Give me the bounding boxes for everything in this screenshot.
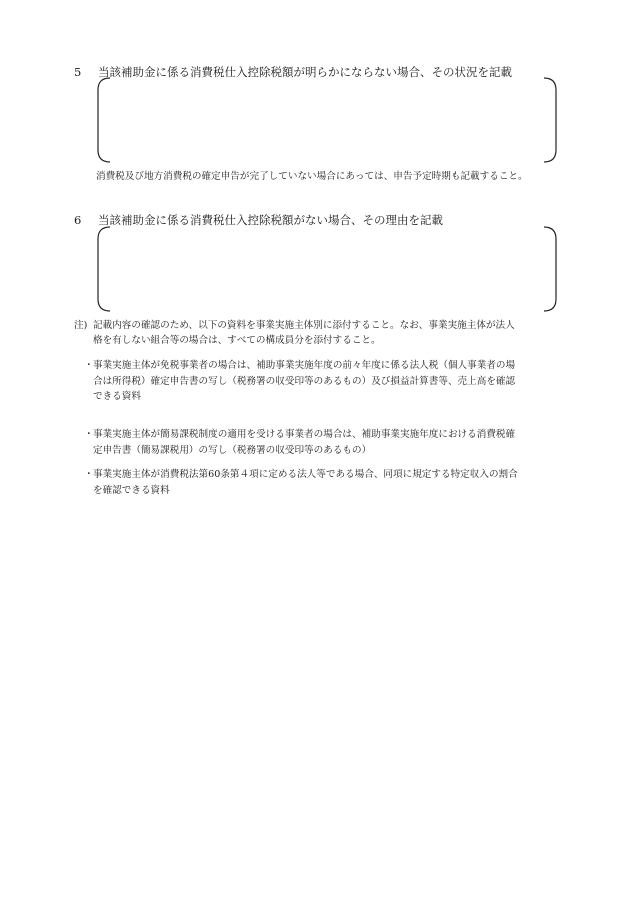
note-item-3-line-1: 事業実施主体が消費税法第60条第４項に定める法人等である場合、同項に規定する特定収入の割合 xyxy=(93,469,518,480)
note-item-1-line-2: 合は所得税）確定申告書の写し（税務署の収受印等のあるもの）及び損益計算書等、売上高を確認 xyxy=(93,375,516,387)
right-bracket xyxy=(544,227,556,311)
left-bracket xyxy=(98,227,110,311)
note-item-2-line-1: 事業実施主体が簡易課税制度の適用を受ける事業者の場合は、補助事業実施年度における消費税確 xyxy=(93,429,516,440)
note-item-3 xyxy=(84,467,573,498)
notes-label: 注) xyxy=(74,320,88,331)
bullet-icon: ・ xyxy=(84,429,94,440)
section-6-number: 6 xyxy=(74,213,82,227)
bullet-icon: ・ xyxy=(84,469,94,480)
notes-line-2: 格を有しない組合等の場合は、すべての構成員分を添付すること。 xyxy=(93,335,381,346)
left-bracket xyxy=(98,78,110,162)
bullet-icon: ・ xyxy=(84,360,94,371)
note-item-1-line-1: 事業実施主体が免税事業者の場合は、補助事業実施年度の前々年度に係る法人税（個人事業者の場 xyxy=(93,360,516,371)
section-5-note: 消費税及び地方消費税の確定申告が完了していない場合にあっては、申告予定時期も記載すること。 xyxy=(96,171,528,182)
note-item-2 xyxy=(84,427,573,458)
section-6-input-bracket[interactable] xyxy=(96,225,566,313)
section-5-input-bracket[interactable] xyxy=(96,76,566,164)
section-5-title: 当該補助金に係る消費税仕入控除税額が明らかにならない場合、その状況を記載 xyxy=(98,65,512,79)
note-item-1 xyxy=(84,358,573,405)
section-6-title: 当該補助金に係る消費税仕入控除税額がない場合、その理由を記載 xyxy=(98,213,443,227)
note-item-2-line-2: 定申告書（簡易課税用）の写し（税務署の収受印等のあるもの） xyxy=(93,444,372,456)
note-item-1-line-3: できる資料 xyxy=(93,391,141,402)
note-item-3-line-2: を確認できる資料 xyxy=(93,484,170,496)
section-5-number: 5 xyxy=(74,65,82,79)
notes-line-1: 記載内容の確認のため、以下の資料を事業実施主体別に添付すること。なお、事業実施主体が法人 xyxy=(93,320,515,331)
right-bracket xyxy=(544,78,556,162)
